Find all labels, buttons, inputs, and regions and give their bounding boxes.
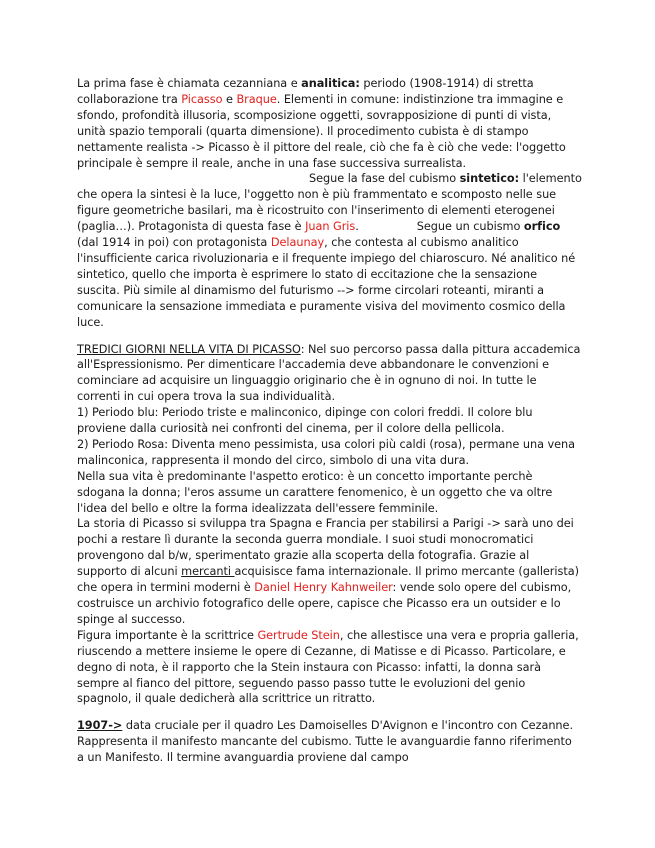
- text: Segue un cubismo: [416, 220, 524, 234]
- paragraph-1907: [77, 718, 582, 766]
- paragraph-eros: Nella sua vita è predominante l'aspetto erotico: è un concetto importante perchè sdogana la donna; l'eros assume un carattere fenomenico, è un oggetto che va oltre l'idea del bello e oltre la forma idealizzata dell'essere femminile.: [77, 469, 553, 515]
- paragraph-cubism-phases: [77, 76, 582, 331]
- name-kahnweiler: Daniel Henry Kahnweiler: [254, 581, 393, 595]
- text: : vende solo opere del cubismo, costruisce un archivio fotografico delle opere, capisce che Picasso era un outsider e lo spinge al successo.: [77, 581, 572, 626]
- section-heading: TREDICI GIORNI NELLA VITA DI PICASSO: [77, 342, 301, 356]
- text: e: [222, 92, 237, 106]
- text: (dal 1914 in poi) con protagonista: [77, 236, 271, 250]
- text: acquisisce fama internazionale. Il primo mercante (gallerista) che opera in termini moderni è: [77, 565, 579, 595]
- text: .: [355, 220, 359, 234]
- term-analitica: analitica:: [301, 77, 360, 90]
- name-juan-gris: Juan Gris: [305, 220, 356, 234]
- paragraph-periodo-blu: 1) Periodo blu: Periodo triste e malinconico, dipinge con colori freddi. Il colore blu proviene dalla curiosità nei confronti del cinema, per il colore della pellicola.: [77, 406, 533, 436]
- year-1907: 1907->: [77, 719, 123, 733]
- text: La storia di Picasso si sviluppa tra Spagna e Francia per stabilirsi a Parigi -> sarà uno dei pochi a restare lì durante la seconda guerra mondiale. I suoi studi monocromatici provengono dal b/w, sperimentato grazie alla scoperta della fotografia. Grazie al supporto di alcuni: [77, 517, 574, 579]
- paragraph-periodo-rosa: 2) Periodo Rosa: Diventa meno pessimista, usa colori più caldi (rosa), permane una vena malinconica, rappresenta il mondo del circo, simbolo di una vita dura.: [77, 437, 576, 467]
- text: periodo (1908-1914) di stretta collaborazione tra: [77, 77, 534, 106]
- text: Segue la fase del cubismo: [309, 172, 460, 186]
- name-picasso: Picasso: [181, 92, 223, 106]
- text: , che allestisce una vera e propria galleria, riuscendo a mettere insieme le opere di Cezanne, di Matisse e di Picasso. Particolare, e degno di nota, è il rapporto che la Stein instaura con Picasso: infatti, la donna sarà sempre al fianco del pittore, seguendo passo passo tutte le evoluzioni del genio spagnolo, il quale dedicherà alla scrittrice un ritratto.: [77, 628, 579, 706]
- paragraph-storia: [77, 516, 582, 627]
- name-gertrude-stein: Gertrude Stein: [257, 628, 340, 642]
- term-sintetico: sintetico:: [459, 172, 520, 186]
- term-mercanti: mercanti: [181, 565, 235, 579]
- paragraph-tredici-giorni: [77, 342, 582, 406]
- text: Figura importante è la scrittrice: [77, 628, 258, 642]
- text: l'elemento che opera la sintesi è la luce, l'oggetto non è più frammentato e scomposto nelle sue figure geometriche basilari, ma è ricostruito con l'inserimento di elementi eterogenei (paglia…). Protagonista di questa fase è: [77, 172, 582, 234]
- text: . Elementi in comune: indistinzione tra immagine e sfondo, profondità illusoria, scomposizione oggetti, sovrapposizione di punti di vista, unità spazio temporali (quarta dimensione). Il procedimento cubista è di stampo nettamente realista -> Picasso è il pittore del reale, ciò che fa è ciò che vede: l'oggetto principale è sempre il reale, anche in una fase successiva surrealista.: [77, 92, 566, 170]
- term-orfico: orfico: [523, 220, 561, 234]
- text: : Nel suo percorso passa dalla pittura accademica all'Espressionismo. Per dimenticare l'accademia deve abbandonare le convenzioni e cominciare ad acquisire un linguaggio originario che è in ognuno di noi. In tutte le correnti in cui opera trova la sua individualità.: [77, 342, 581, 404]
- document-page: [77, 76, 582, 766]
- name-delaunay: Delaunay: [270, 236, 325, 250]
- paragraph-stein: [77, 628, 582, 708]
- text: , che contesta al cubismo analitico l'insufficiente carica rivoluzionaria e il frequente impiego del chiaroscuro. Né analitico né sintetico, quello che importa è esprimere lo stato di eccitazione che la sensazione suscita. Più simile al dinamismo del futurismo --> forme circolari roteanti, miranti a comunicare la sensazione immediata e puramente visiva del movimento cosmico della luce.: [77, 236, 576, 329]
- text: La prima fase è chiamata cezanniana e: [77, 77, 302, 90]
- text: data cruciale per il quadro Les Damoiselles D'Avignon e l'incontro con Cezanne. Rappresenta il manifesto mancante del cubismo. Tutte le avanguardie fanno riferimento a un Manifesto. Il termine avanguardia proviene dal campo: [77, 719, 573, 765]
- name-braque: Braque: [236, 92, 277, 106]
